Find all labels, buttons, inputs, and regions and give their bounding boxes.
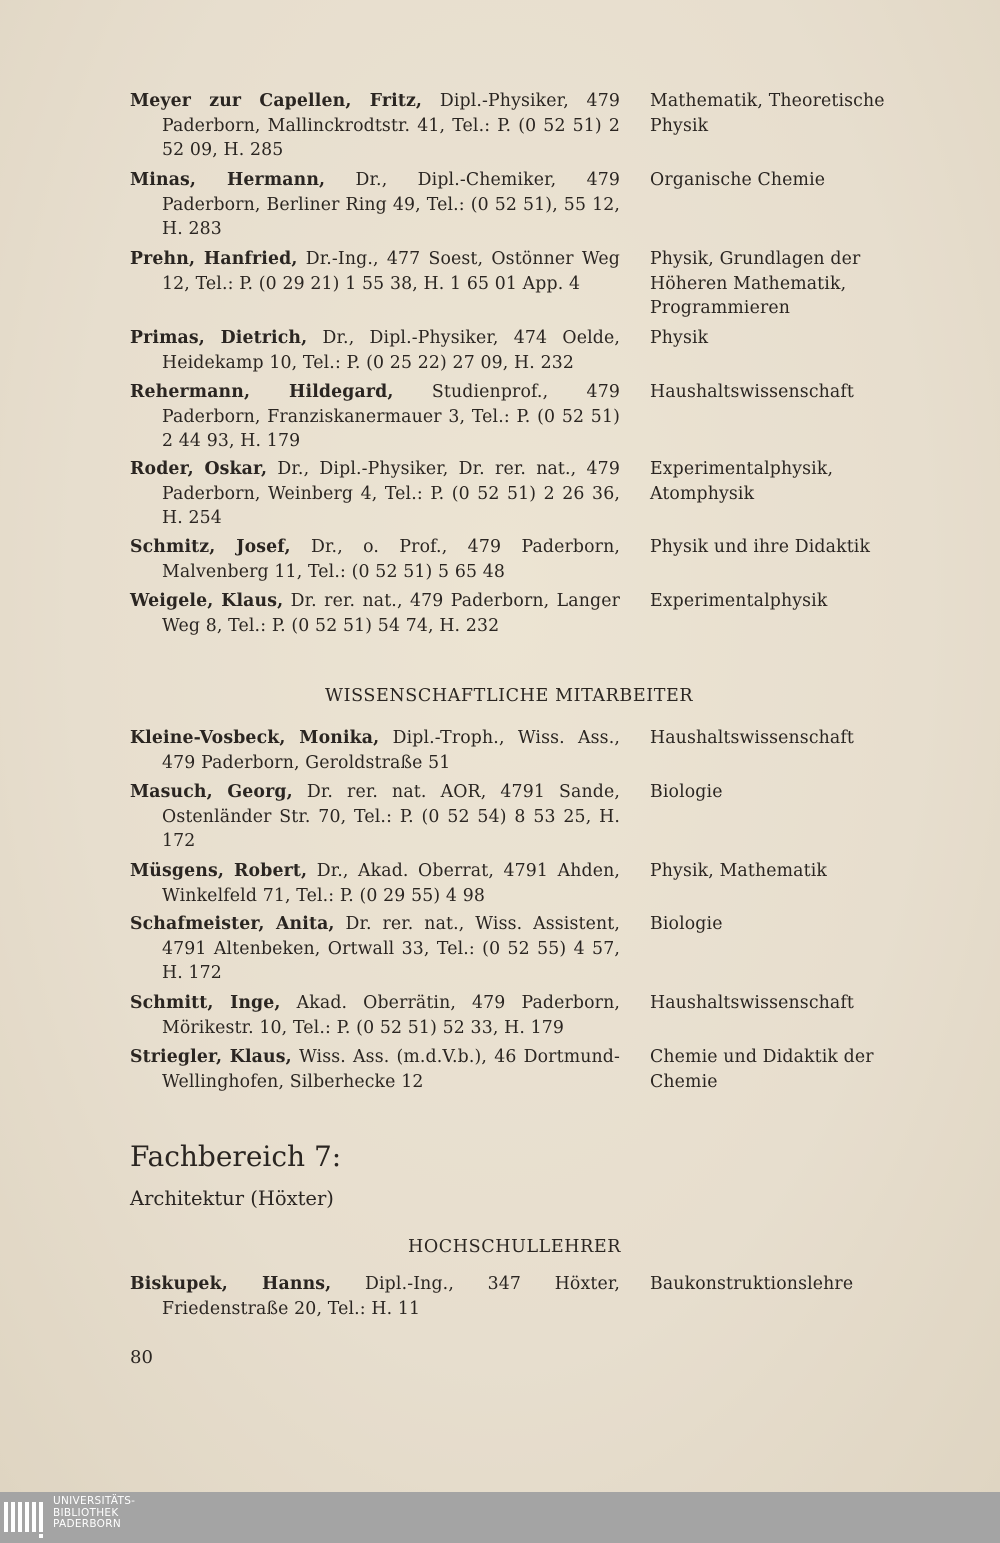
entry-subject: Organische Chemie: [650, 170, 826, 190]
entry-details: Dr.-Ing., 477 Soest, Ostönner Weg 12, Tel.: P. (0 29 21) 1 55 38, H. 1 65 01 App. 4: [162, 249, 620, 294]
entry-details: Dr. rer. nat., 479 Paderborn, Langer Weg 8, Tel.: P. (0 52 51) 54 74, H. 232: [162, 591, 620, 636]
entry-subject: Haushaltswissenschaft: [650, 728, 855, 748]
entry-masuch: [130, 780, 620, 854]
entry-name: Meyer zur Capellen, Fritz,: [130, 91, 423, 111]
entry-striegler: [130, 1045, 620, 1094]
entry-subject: Experimentalphysik: [650, 591, 828, 611]
entry-name: Roder, Oskar,: [130, 459, 268, 479]
entry-subject: Baukonstruktionslehre: [650, 1274, 854, 1294]
entry-name: Schmitt, Inge,: [130, 993, 281, 1013]
entry-name: Primas, Dietrich,: [130, 328, 308, 348]
entry-roder: [130, 457, 620, 531]
entry-details: Dr. rer. nat. AOR, 4791 Sande, Ostenländer Str. 70, Tel.: P. (0 52 54) 8 53 25, H. 172: [162, 782, 621, 851]
entry-details: Dr., Dipl.-Physiker, 474 Oelde, Heidekamp 10, Tel.: P. (0 25 22) 27 09, H. 232: [162, 328, 620, 373]
library-name-line: PADERBORN: [53, 1518, 121, 1530]
entry-name: Schmitz, Josef,: [130, 537, 291, 557]
entry-name: Prehn, Hanfried,: [130, 249, 298, 269]
library-footer: [0, 1492, 1000, 1543]
entry-name: Rehermann, Hildegard,: [130, 382, 394, 402]
entry-name: Schafmeister, Anita,: [130, 914, 335, 934]
entry-name: Biskupek, Hanns,: [130, 1274, 332, 1294]
entry-subject: Physik: [650, 328, 709, 348]
fachbereich-subtitle: Architektur (Höxter): [130, 1187, 334, 1210]
entry-subject: Haushaltswissenschaft: [650, 993, 855, 1013]
entry-kleine-vosbeck: [130, 726, 620, 775]
entry-schmitt: [130, 991, 620, 1040]
entry-name: Minas, Hermann,: [130, 170, 326, 190]
entry-details: Dr., Akad. Oberrat, 4791 Ahden, Winkelfeld 71, Tel.: P. (0 29 55) 4 98: [162, 861, 620, 906]
entry-biskupek: [130, 1272, 620, 1321]
entry-subject: Haushaltswissenschaft: [650, 382, 855, 402]
entry-minas: [130, 168, 620, 242]
entry-subject: Physik, Mathematik: [650, 861, 828, 881]
entry-schmitz: [130, 535, 620, 584]
entry-details: Dr., o. Prof., 479 Paderborn, Malvenberg 11, Tel.: (0 52 51) 5 65 48: [162, 537, 620, 582]
section-heading-mitarbeiter: WISSENSCHAFTLICHE MITARBEITER: [325, 686, 694, 706]
fachbereich-heading: Fachbereich 7:: [130, 1140, 342, 1173]
entry-details: Studienprof., 479 Paderborn, Franziskanermauer 3, Tel.: P. (0 52 51) 2 44 93, H. 179: [162, 382, 620, 451]
entry-subject: Biologie: [650, 914, 723, 934]
entry-details: Dr. rer. nat., Wiss. Assistent, 4791 Altenbeken, Ortwall 33, Tel.: (0 52 55) 4 57, H. 172: [162, 914, 620, 983]
library-name-line: UNIVERSITÄTS-: [53, 1495, 136, 1507]
page-number: 80: [130, 1347, 153, 1368]
library-name: [53, 1496, 135, 1531]
entry-details: Dipl.-Ing., 347 Höxter, Friedenstraße 20, Tel.: H. 11: [162, 1274, 620, 1319]
entry-subject: Physik und ihre Didaktik: [650, 537, 871, 557]
entry-details: Dr., Dipl.-Chemiker, 479 Paderborn, Berliner Ring 49, Tel.: (0 52 51), 55 12, H. 283: [162, 170, 620, 239]
entry-name: Weigele, Klaus,: [130, 591, 284, 611]
entry-details: Akad. Oberrätin, 479 Paderborn, Mörikestr. 10, Tel.: P. (0 52 51) 52 33, H. 179: [162, 993, 620, 1038]
entry-subject: Physik, Grundlagen der Höheren Mathematik, Programmieren: [650, 249, 861, 318]
entry-prehn: [130, 247, 620, 296]
entry-subject: Chemie und Didaktik der Chemie: [650, 1047, 874, 1092]
entry-name: Müsgens, Robert,: [130, 861, 308, 881]
entry-subject: Biologie: [650, 782, 723, 802]
entry-name: Kleine-Vosbeck, Monika,: [130, 728, 380, 748]
entry-subject: Mathematik, Theoretische Physik: [650, 91, 885, 136]
entry-meyer: [130, 89, 620, 163]
entry-details: Wiss. Ass. (m.d.V.b.), 46 Dortmund-Wellinghofen, Silberhecke 12: [162, 1047, 620, 1092]
entry-schafmeister: [130, 912, 620, 986]
library-logo-icon: [4, 1500, 46, 1540]
entry-muesgens: [130, 859, 620, 908]
entry-details: Dr., Dipl.-Physiker, Dr. rer. nat., 479 Paderborn, Weinberg 4, Tel.: P. (0 52 51) 2 26 36, H. 254: [162, 459, 620, 528]
entry-primas: [130, 326, 620, 375]
entry-subject: Experimentalphysik, Atomphysik: [650, 459, 834, 504]
entry-weigele: [130, 589, 620, 638]
entry-details: Dipl.-Troph., Wiss. Ass., 479 Paderborn, Geroldstraße 51: [162, 728, 620, 773]
entry-name: Striegler, Klaus,: [130, 1047, 292, 1067]
entry-details: Dipl.-Physiker, 479 Paderborn, Mallinckrodtstr. 41, Tel.: P. (0 52 51) 2 52 09, H. 285: [162, 91, 620, 160]
library-name-line: BIBLIOTHEK: [53, 1506, 119, 1519]
entry-rehermann: [130, 380, 620, 454]
entry-name: Masuch, Georg,: [130, 782, 293, 802]
section-heading-hochschullehrer: HOCHSCHULLEHRER: [408, 1237, 622, 1257]
